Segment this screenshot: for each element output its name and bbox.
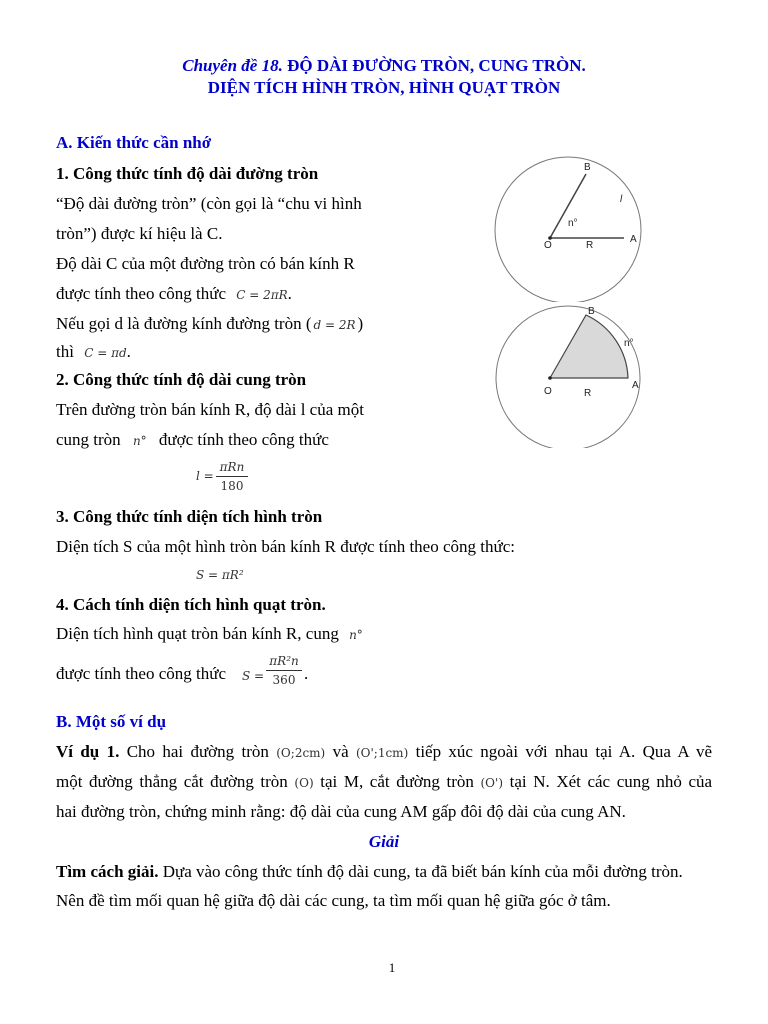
hint-text1: Dựa vào công thức tính độ dài cung, ta đã biết bán kính của mỗi đường tròn. bbox=[162, 862, 683, 881]
center-point-o bbox=[548, 376, 552, 380]
item1-line5-text: Nếu gọi d là đường kính đường tròn ( bbox=[56, 314, 312, 333]
formula-c-pid: C = πd bbox=[84, 346, 127, 360]
example1-line1 bbox=[56, 742, 712, 762]
arc-symbol-n: n° bbox=[132, 434, 147, 448]
item1-line5: Nếu gọi d là đường kính đường tròn ( d = 2R ) bbox=[56, 314, 364, 333]
fraction-bar bbox=[266, 670, 302, 671]
formula-arc-den: 180 bbox=[220, 479, 244, 493]
label-o: O bbox=[544, 240, 552, 251]
page-number: 1 bbox=[388, 960, 396, 975]
formula-arc-lhs: l = bbox=[196, 469, 214, 483]
item2-line2-rest: được tính theo công thức bbox=[158, 430, 329, 449]
label-b: B bbox=[584, 162, 591, 173]
item3-heading: 3. Công thức tính diện tích hình tròn bbox=[56, 507, 323, 526]
item1-line6: thì C = πd. bbox=[56, 342, 131, 361]
formula-sector-num: πR²n bbox=[269, 654, 299, 668]
example1-line3: hai đường tròn, chứng minh rằng: độ dài của cung AM gấp đôi độ dài của cung AN. bbox=[56, 802, 626, 821]
hint-line2: Nên đề tìm mối quan hệ giữa độ dài các cung, ta tìm mối quan hệ giữa góc ở tâm. bbox=[56, 891, 611, 910]
fraction-bar bbox=[216, 476, 248, 477]
figure-circle-arc bbox=[478, 152, 658, 302]
item3-line1: Diện tích S của một hình tròn bán kính R được tính theo công thức: bbox=[56, 537, 515, 556]
formula-sector-period: . bbox=[304, 664, 309, 683]
arc-symbol-n2: n° bbox=[349, 628, 363, 642]
label-b: B bbox=[588, 306, 595, 317]
solution-heading: Giải bbox=[368, 832, 400, 851]
item1-line2: tròn”) được kí hiệu là C. bbox=[56, 224, 223, 243]
page-title bbox=[0, 56, 768, 76]
formula-d-2r: d = 2R bbox=[313, 318, 356, 332]
label-a: A bbox=[632, 380, 639, 391]
circle-outline bbox=[495, 157, 641, 302]
figure-circle-sector bbox=[478, 302, 658, 448]
section-a-heading: A. Kiến thức cần nhớ bbox=[56, 133, 212, 152]
circle-o-2cm: (O;2cm) bbox=[276, 746, 326, 760]
circle-o: (O) bbox=[294, 776, 314, 790]
label-r: R bbox=[586, 240, 594, 251]
hint-label: Tìm cách giải. bbox=[56, 862, 159, 881]
title-line1: ĐỘ DÀI ĐƯỜNG TRÒN, CUNG TRÒN. bbox=[287, 56, 586, 75]
formula-c-2pir: C = 2πR bbox=[236, 288, 288, 302]
label-a: A bbox=[630, 234, 637, 245]
item2-line2 bbox=[56, 430, 329, 450]
formula-sector-den: 360 bbox=[272, 673, 296, 687]
formula-arc-fraction bbox=[216, 460, 248, 493]
example1-text1: Cho hai đường tròn bbox=[126, 742, 269, 761]
example1-text3: tiếp xúc ngoài với nhau tại A. Qua A vẽ bbox=[415, 742, 713, 761]
item1-line1: “Độ dài đường tròn” (còn gọi là “chu vi hình bbox=[56, 194, 362, 213]
item1-line4-text: được tính theo công thức bbox=[56, 284, 226, 303]
formula-arc-num: πRn bbox=[219, 460, 245, 474]
example1-line2b: tại M, cắt đường tròn bbox=[320, 772, 474, 791]
example1-line2c: tại N. Xét các cung nhỏ của bbox=[509, 772, 713, 791]
formula-circle-area: S = πR² bbox=[196, 568, 244, 582]
item1-line4: được tính theo công thức C = 2πR. bbox=[56, 284, 292, 303]
label-arc-l: l bbox=[620, 194, 623, 205]
hint-line1 bbox=[56, 862, 683, 882]
label-angle-n: n° bbox=[624, 338, 634, 349]
label-o: O bbox=[544, 386, 552, 397]
section-b-heading: B. Một số ví dụ bbox=[56, 712, 167, 731]
title-prefix: Chuyên đề 18. bbox=[182, 56, 283, 75]
circle-o-prime-1cm: (O';1cm) bbox=[355, 746, 409, 760]
label-angle-n: n° bbox=[568, 218, 578, 229]
item1-line3: Độ dài C của một đường tròn có bán kính R bbox=[56, 254, 355, 273]
item4-line2: được tính theo công thức bbox=[56, 664, 226, 683]
formula-sector-fraction bbox=[266, 654, 302, 687]
item2-heading: 2. Công thức tính độ dài cung tròn bbox=[56, 370, 307, 389]
example1-line2a: một đường thẳng cắt đường tròn bbox=[56, 772, 288, 791]
item4-heading: 4. Cách tính diện tích hình quạt tròn. bbox=[56, 595, 326, 614]
item4-line1 bbox=[56, 624, 363, 644]
formula-sector-lhs: S = bbox=[242, 669, 265, 683]
item4-line1-text: Diện tích hình quạt tròn bán kính R, cung bbox=[56, 624, 339, 643]
example1-text2: và bbox=[332, 742, 349, 761]
item2-line2-text: cung tròn bbox=[56, 430, 121, 449]
item1-line6-text: thì bbox=[56, 342, 74, 361]
example1-label: Ví dụ 1. bbox=[56, 742, 120, 761]
example1-line2 bbox=[56, 772, 712, 792]
item2-line1: Trên đường tròn bán kính R, độ dài l của một bbox=[56, 400, 364, 419]
circle-o-prime: (O') bbox=[480, 776, 503, 790]
label-r: R bbox=[584, 388, 592, 399]
item1-heading: 1. Công thức tính độ dài đường tròn bbox=[56, 164, 319, 183]
page-subtitle: DIỆN TÍCH HÌNH TRÒN, HÌNH QUẠT TRÒN bbox=[207, 78, 561, 97]
